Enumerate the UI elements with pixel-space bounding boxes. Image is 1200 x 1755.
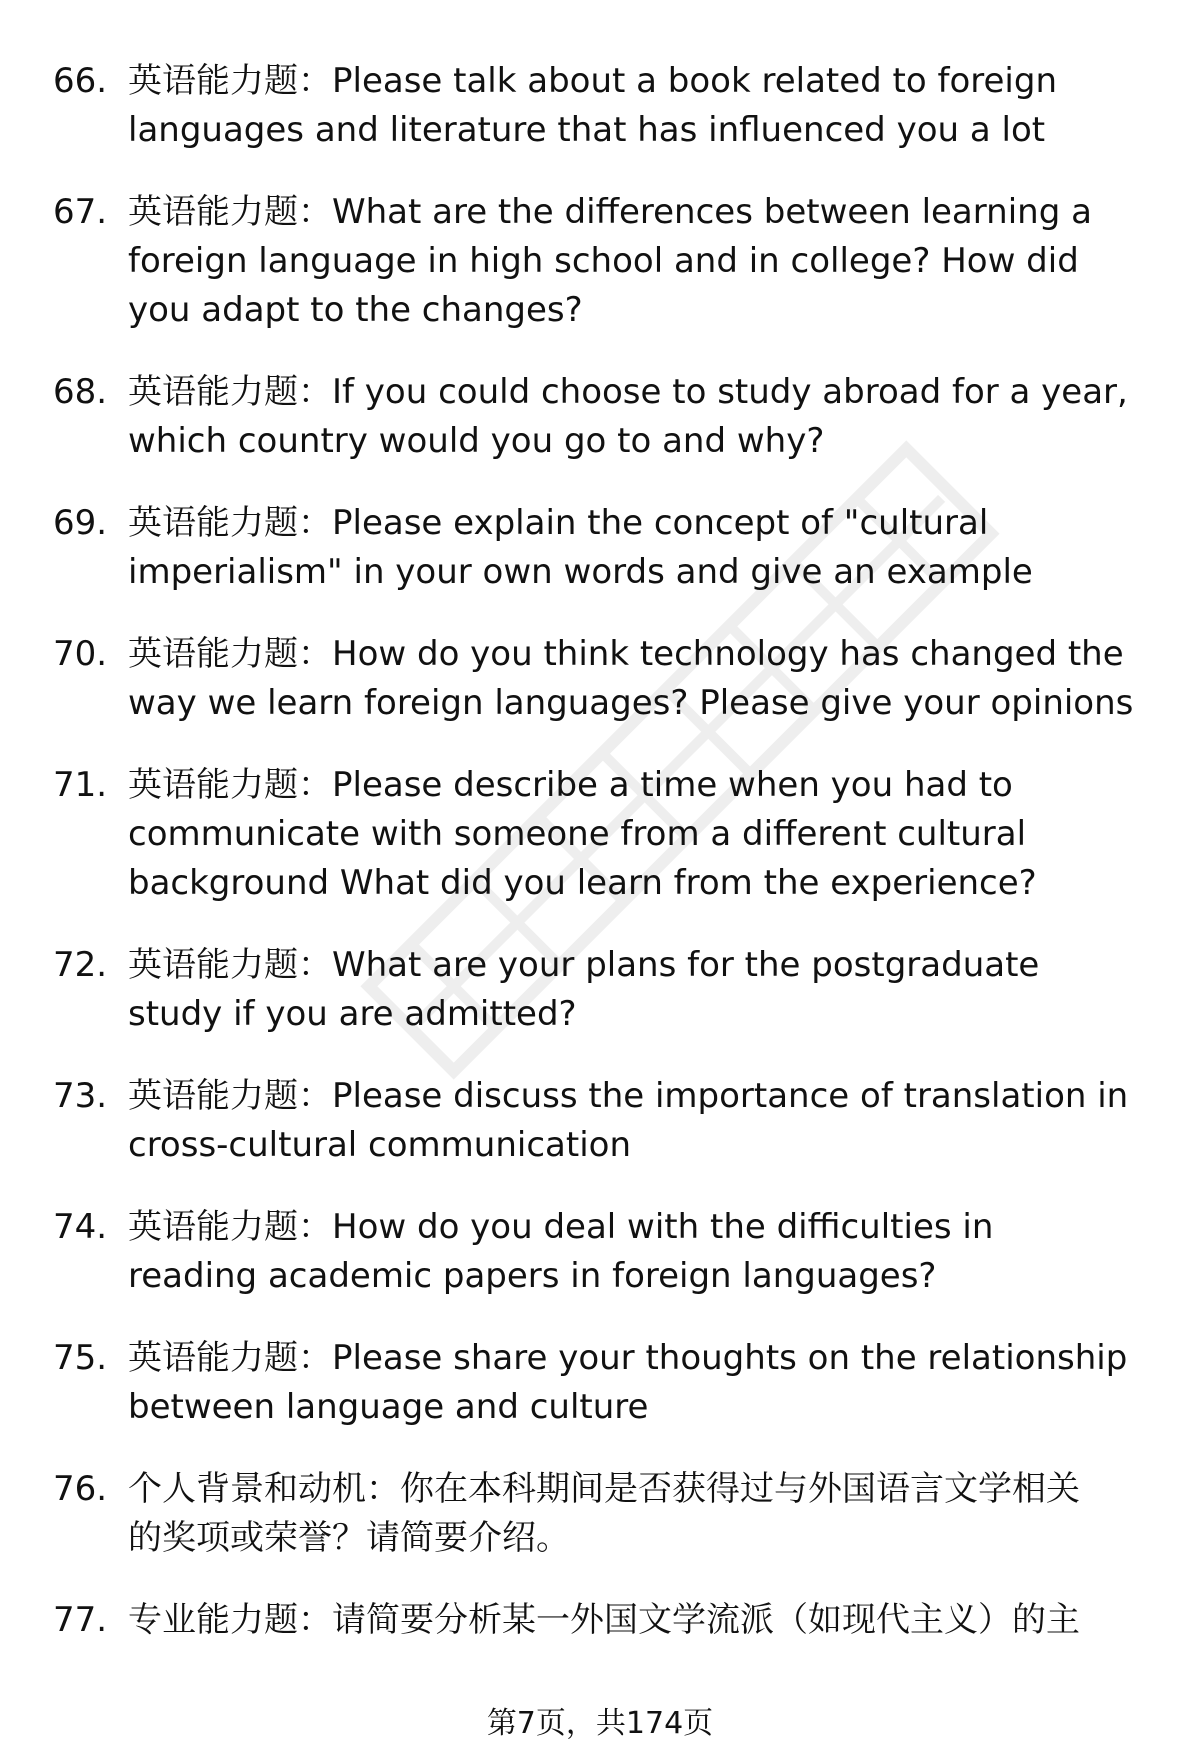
question-item-71 <box>53 761 1163 908</box>
question-item-75 <box>53 1334 1163 1432</box>
question-text: 英语能力题：Please explain the concept of "cultural imperialism" in your own words and give an example <box>128 503 1033 592</box>
question-number: 77. <box>53 1600 108 1640</box>
question-number: 70. <box>53 634 108 674</box>
question-item-67 <box>53 188 1163 335</box>
question-text: 英语能力题：What are the differences between learning a foreign language in high school and in college? How did you adapt to the changes? <box>128 192 1092 330</box>
question-text: 英语能力题：Please talk about a book related to foreign languages and literature that has influenced you a lot <box>128 61 1057 150</box>
question-number: 68. <box>53 372 108 412</box>
question-number: 67. <box>53 192 108 232</box>
question-item-66 <box>53 57 1163 155</box>
question-text: 英语能力题：How do you think technology has changed the way we learn foreign languages? Please give your opinions <box>128 634 1134 723</box>
question-item-74 <box>53 1203 1163 1301</box>
question-number: 69. <box>53 503 108 543</box>
question-text: 专业能力题：请简要分析某一外国文学流派（如现代主义）的主 <box>128 1600 1080 1640</box>
question-number: 76. <box>53 1469 108 1509</box>
question-number: 71. <box>53 765 108 805</box>
question-text: 英语能力题：If you could choose to study abroad for a year, which country would you go to and why? <box>128 372 1128 461</box>
question-number: 66. <box>53 61 108 101</box>
question-item-70 <box>53 630 1163 728</box>
question-text: 英语能力题：Please share your thoughts on the relationship between language and culture <box>128 1338 1128 1427</box>
question-text: 英语能力题：Please discuss the importance of translation in cross-cultural communication <box>128 1076 1129 1165</box>
question-text: 英语能力题：How do you deal with the difficulties in reading academic papers in foreign languages? <box>128 1207 994 1296</box>
question-item-77 <box>53 1596 1163 1645</box>
question-number: 74. <box>53 1207 108 1247</box>
question-number: 73. <box>53 1076 108 1116</box>
question-list <box>53 57 1163 1678</box>
question-item-72 <box>53 941 1163 1039</box>
question-text: 英语能力题：What are your plans for the postgraduate study if you are admitted? <box>128 945 1040 1034</box>
question-item-76 <box>53 1465 1163 1563</box>
question-item-68 <box>53 368 1163 466</box>
question-item-73 <box>53 1072 1163 1170</box>
question-number: 75. <box>53 1338 108 1378</box>
question-text: 英语能力题：Please describe a time when you had to communicate with someone from a different cultural background What did you learn from the experience? <box>128 765 1037 903</box>
question-number: 72. <box>53 945 108 985</box>
page-number-footer: 第7页，共174页 <box>486 1706 714 1741</box>
question-text: 个人背景和动机：你在本科期间是否获得过与外国语言文学相关 的奖项或荣誉？请简要介绍。 <box>128 1469 1080 1558</box>
question-item-69 <box>53 499 1163 597</box>
